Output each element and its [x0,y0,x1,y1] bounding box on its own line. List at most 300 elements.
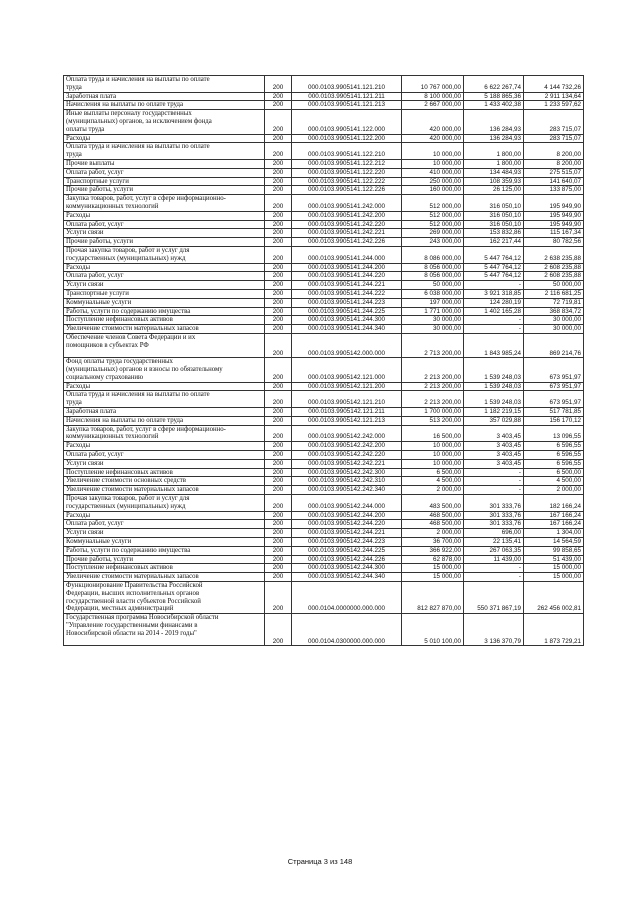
row-remainder-cell: 8 200,00 [524,143,584,160]
row-code-cell: 200 [265,298,292,307]
row-classifier-cell: 000.0103.9905142.244.221 [292,529,402,538]
row-name-cell: Закупка товаров, работ, услуг в сфере информационно- коммуникационных технологий [64,425,265,442]
row-classifier-cell: 000.0103.9905142.244.300 [292,564,402,573]
table-row [64,538,584,547]
row-remainder-cell: 368 834,72 [524,307,584,316]
row-executed-cell: 136 284,93 [464,134,524,143]
row-classifier-cell: 000.0103.9905142.244.340 [292,573,402,582]
row-plan-cell: 2 213 200,00 [402,391,464,408]
table-row [64,546,584,555]
row-remainder-cell: 51 439,00 [524,555,584,564]
row-classifier-cell: 000.0103.9905141.244.300 [292,316,402,325]
row-plan-cell: 512 000,00 [402,211,464,220]
row-code-cell: 200 [265,289,292,298]
row-remainder-cell: 869 214,76 [524,333,584,357]
row-remainder-cell: 133 875,00 [524,186,584,195]
table-row [64,220,584,229]
row-remainder-cell: 1 233 597,62 [524,101,584,110]
row-code-cell: 200 [265,246,292,263]
row-plan-cell: 30 000,00 [402,325,464,334]
row-plan-cell: 1 700 000,00 [402,408,464,417]
row-code-cell: 200 [265,110,292,134]
table-row [64,134,584,143]
row-code-cell: 200 [265,468,292,477]
row-remainder-cell: 8 200,00 [524,159,584,168]
row-plan-cell: 62 878,00 [402,555,464,564]
row-name-cell: Оплата работ, услуг [64,220,265,229]
row-code-cell: 200 [265,168,292,177]
row-name-cell: Оплата труда и начисления на выплаты по оплате труда [64,391,265,408]
row-executed-cell: 22 135,41 [464,538,524,547]
row-plan-cell: 8 056 000,00 [402,272,464,281]
row-classifier-cell: 000.0103.9905141.244.000 [292,246,402,263]
row-executed-cell: 3 136 370,79 [464,614,524,646]
row-remainder-cell: 2 911 134,64 [524,92,584,101]
row-remainder-cell: 2 638 235,88 [524,246,584,263]
row-plan-cell: 10 000,00 [402,442,464,451]
row-executed-cell: 1 800,00 [464,159,524,168]
row-code-cell: 200 [265,511,292,520]
table-row [64,143,584,160]
row-classifier-cell: 000.0103.9905142.244.220 [292,520,402,529]
row-classifier-cell: 000.0103.9905142.121.210 [292,391,402,408]
row-name-cell: Работы, услуги по содержанию имущества [64,546,265,555]
row-plan-cell: 2 000,00 [402,486,464,495]
row-executed-cell: 3 403,45 [464,459,524,468]
row-code-cell: 200 [265,195,292,212]
table-row [64,582,584,614]
table-row [64,289,584,298]
row-plan-cell: 243 000,00 [402,238,464,247]
row-executed-cell: 301 333,76 [464,495,524,512]
row-executed-cell: 1 843 985,24 [464,333,524,357]
row-plan-cell: 15 000,00 [402,564,464,573]
row-plan-cell: 410 000,00 [402,168,464,177]
row-code-cell: 200 [265,220,292,229]
row-classifier-cell: 000.0103.9905141.121.213 [292,101,402,110]
row-executed-cell: 6 622 267,74 [464,76,524,93]
row-classifier-cell: 000.0103.9905142.242.300 [292,468,402,477]
row-executed-cell: 1 402 165,28 [464,307,524,316]
row-executed-cell: 5 447 764,12 [464,263,524,272]
row-executed-cell: 124 280,19 [464,298,524,307]
row-classifier-cell: 000.0104.0300000.000.000 [292,614,402,646]
row-remainder-cell: 673 951,97 [524,358,584,382]
row-classifier-cell: 000.0103.9905142.121.211 [292,408,402,417]
row-plan-cell: 2 667 000,00 [402,101,464,110]
row-plan-cell: 2 213 200,00 [402,382,464,391]
table-row [64,477,584,486]
row-code-cell: 200 [265,477,292,486]
row-name-cell: Увеличение стоимости материальных запасов [64,573,265,582]
row-remainder-cell: 673 951,97 [524,391,584,408]
table-row [64,168,584,177]
row-remainder-cell: 72 719,81 [524,298,584,307]
row-classifier-cell: 000.0103.9905141.121.211 [292,92,402,101]
row-plan-cell: 812 827 870,00 [402,582,464,614]
row-name-cell: Оплата работ, услуг [64,272,265,281]
row-classifier-cell: 000.0103.9905141.244.225 [292,307,402,316]
table-row [64,92,584,101]
row-plan-cell: 30 000,00 [402,316,464,325]
row-code-cell: 200 [265,573,292,582]
table-row [64,307,584,316]
table-row [64,416,584,425]
row-plan-cell: 16 500,00 [402,425,464,442]
row-executed-cell: 267 063,35 [464,546,524,555]
row-executed-cell: 301 333,76 [464,520,524,529]
row-classifier-cell: 000.0103.9905141.242.220 [292,220,402,229]
row-code-cell: 200 [265,186,292,195]
table-row [64,529,584,538]
row-remainder-cell: 99 858,65 [524,546,584,555]
row-remainder-cell: 6 596,55 [524,442,584,451]
row-classifier-cell: 000.0103.9905142.244.200 [292,511,402,520]
row-executed-cell: 1 539 248,03 [464,382,524,391]
table-row [64,76,584,93]
row-remainder-cell: 30 000,00 [524,316,584,325]
row-remainder-cell: 15 000,00 [524,573,584,582]
row-executed-cell: 316 050,10 [464,211,524,220]
row-classifier-cell: 000.0103.9905141.122.222 [292,177,402,186]
row-classifier-cell: 000.0103.9905142.244.223 [292,538,402,547]
row-name-cell: Расходы [64,511,265,520]
row-plan-cell: 269 000,00 [402,229,464,238]
row-name-cell: Начисления на выплаты по оплате труда [64,101,265,110]
table-row [64,391,584,408]
row-name-cell: Работы, услуги по содержанию имущества [64,307,265,316]
page-footer: Страница 3 из 148 [287,857,353,866]
table-row [64,382,584,391]
row-name-cell: Поступление нефинансовых активов [64,316,265,325]
row-name-cell: Расходы [64,382,265,391]
row-classifier-cell: 000.0103.9905141.244.221 [292,281,402,290]
row-executed-cell: 1 800,00 [464,143,524,160]
row-remainder-cell: 275 515,07 [524,168,584,177]
table-row [64,110,584,134]
row-plan-cell: 2 713 200,00 [402,333,464,357]
table-row [64,238,584,247]
row-classifier-cell: 000.0103.9905142.121.200 [292,382,402,391]
row-remainder-cell: 156 170,12 [524,416,584,425]
row-name-cell: Услуги связи [64,229,265,238]
row-remainder-cell: 115 167,34 [524,229,584,238]
row-executed-cell: 108 359,93 [464,177,524,186]
table-row [64,520,584,529]
row-plan-cell: 420 000,00 [402,134,464,143]
row-executed-cell: 3 403,45 [464,451,524,460]
row-classifier-cell: 000.0103.9905142.121.000 [292,358,402,382]
row-code-cell: 200 [265,92,292,101]
table-row [64,195,584,212]
table-row [64,564,584,573]
row-remainder-cell: 673 951,97 [524,382,584,391]
row-plan-cell: 5 010 100,00 [402,614,464,646]
row-name-cell: Государственная программа Новосибирской области "Управление государственными финансами в Новосибирской области на 2014 - 2019 годы" [64,614,265,646]
row-name-cell: Функционирование Правительства Российской Федерации, высших исполнительных органов государственной власти субъектов Российской Федерации, местных администраций [64,582,265,614]
row-plan-cell: 4 500,00 [402,477,464,486]
row-name-cell: Расходы [64,442,265,451]
table-row [64,229,584,238]
row-plan-cell: 420 000,00 [402,110,464,134]
row-code-cell: 200 [265,520,292,529]
row-plan-cell: 197 000,00 [402,298,464,307]
row-name-cell: Начисления на выплаты по оплате труда [64,416,265,425]
row-code-cell: 200 [265,416,292,425]
table-row [64,358,584,382]
row-executed-cell: 26 125,00 [464,186,524,195]
row-classifier-cell: 000.0103.9905141.122.000 [292,110,402,134]
row-classifier-cell: 000.0103.9905142.242.221 [292,459,402,468]
row-remainder-cell: 30 000,00 [524,325,584,334]
row-code-cell: 200 [265,101,292,110]
row-code-cell: 200 [265,333,292,357]
row-classifier-cell: 000.0103.9905142.244.226 [292,555,402,564]
table-row [64,316,584,325]
row-classifier-cell: 000.0103.9905141.242.221 [292,229,402,238]
row-plan-cell: 468 500,00 [402,520,464,529]
row-name-cell: Прочие работы, услуги [64,186,265,195]
row-classifier-cell: 000.0103.9905142.242.200 [292,442,402,451]
row-code-cell: 200 [265,495,292,512]
row-classifier-cell: 000.0103.9905142.242.310 [292,477,402,486]
row-plan-cell: 250 000,00 [402,177,464,186]
row-remainder-cell: 80 782,56 [524,238,584,247]
row-code-cell: 200 [265,538,292,547]
row-code-cell: 200 [265,211,292,220]
row-plan-cell: 36 700,00 [402,538,464,547]
row-plan-cell: 10 000,00 [402,143,464,160]
row-code-cell: 200 [265,555,292,564]
row-plan-cell: 513 200,00 [402,416,464,425]
row-executed-cell: 136 284,93 [464,110,524,134]
row-code-cell: 200 [265,272,292,281]
row-classifier-cell: 000.0103.9905142.244.000 [292,495,402,512]
table-row [64,468,584,477]
row-remainder-cell: 13 096,55 [524,425,584,442]
row-name-cell: Прочие выплаты [64,159,265,168]
row-executed-cell: 357 029,88 [464,416,524,425]
table-row [64,408,584,417]
row-classifier-cell: 000.0103.9905142.121.213 [292,416,402,425]
row-classifier-cell: 000.0103.9905141.242.000 [292,195,402,212]
table-row [64,298,584,307]
row-executed-cell: 162 217,44 [464,238,524,247]
row-code-cell: 200 [265,159,292,168]
row-name-cell: Закупка товаров, работ, услуг в сфере информационно- коммуникационных технологий [64,195,265,212]
budget-table-body [64,76,584,646]
row-name-cell: Услуги связи [64,459,265,468]
row-executed-cell: - [464,486,524,495]
row-executed-cell: 3 403,45 [464,442,524,451]
row-executed-cell: 134 484,93 [464,168,524,177]
table-row [64,325,584,334]
row-classifier-cell: 000.0103.9905142.242.220 [292,451,402,460]
table-row [64,459,584,468]
row-executed-cell: 5 447 764,12 [464,246,524,263]
row-classifier-cell: 000.0103.9905141.244.340 [292,325,402,334]
row-executed-cell: 301 333,76 [464,511,524,520]
row-name-cell: Увеличение стоимости материальных запасов [64,325,265,334]
row-plan-cell: 512 000,00 [402,220,464,229]
row-name-cell: Коммунальные услуги [64,298,265,307]
row-classifier-cell: 000.0103.9905142.242.340 [292,486,402,495]
row-name-cell: Услуги связи [64,529,265,538]
row-plan-cell: 10 000,00 [402,451,464,460]
row-remainder-cell: 167 166,24 [524,511,584,520]
row-code-cell: 200 [265,529,292,538]
row-name-cell: Транспортные услуги [64,289,265,298]
row-code-cell: 200 [265,425,292,442]
row-executed-cell: 1 433 402,38 [464,101,524,110]
row-code-cell: 200 [265,486,292,495]
row-classifier-cell: 000.0103.9905141.122.226 [292,186,402,195]
row-code-cell: 200 [265,391,292,408]
row-name-cell: Оплата работ, услуг [64,168,265,177]
row-remainder-cell: 1 873 729,21 [524,614,584,646]
row-plan-cell: 512 000,00 [402,195,464,212]
row-remainder-cell: 167 166,24 [524,520,584,529]
row-remainder-cell: 195 949,90 [524,211,584,220]
table-row [64,333,584,357]
row-code-cell: 200 [265,546,292,555]
table-row [64,281,584,290]
table-row [64,511,584,520]
row-classifier-cell: 000.0103.9905141.242.226 [292,238,402,247]
row-executed-cell: 3 403,45 [464,425,524,442]
row-remainder-cell: 14 564,59 [524,538,584,547]
row-classifier-cell: 000.0103.9905141.244.220 [292,272,402,281]
row-remainder-cell: 195 949,90 [524,195,584,212]
row-code-cell: 200 [265,307,292,316]
table-row [64,614,584,646]
row-remainder-cell: 262 456 002,81 [524,582,584,614]
row-code-cell: 200 [265,451,292,460]
row-plan-cell: 2 213 200,00 [402,358,464,382]
budget-table [63,75,584,646]
table-row [64,495,584,512]
row-plan-cell: 6 500,00 [402,468,464,477]
table-row [64,573,584,582]
row-executed-cell: 3 921 318,85 [464,289,524,298]
row-plan-cell: 8 086 000,00 [402,246,464,263]
row-executed-cell: - [464,325,524,334]
row-name-cell: Оплата работ, услуг [64,451,265,460]
row-executed-cell: 316 050,10 [464,195,524,212]
row-name-cell: Оплата труда и начисления на выплаты по оплате труда [64,143,265,160]
table-row [64,101,584,110]
row-plan-cell: 366 922,00 [402,546,464,555]
row-remainder-cell: 283 715,07 [524,134,584,143]
row-remainder-cell: 2 608 235,88 [524,272,584,281]
table-row [64,159,584,168]
row-name-cell: Фонд оплаты труда государственных (муниципальных) органов и взносы по обязательному социальному страхованию [64,358,265,382]
row-executed-cell: - [464,564,524,573]
row-name-cell: Прочая закупка товаров, работ и услуг для государственных (муниципальных) нужд [64,246,265,263]
row-name-cell: Прочие работы, услуги [64,238,265,247]
table-row [64,186,584,195]
row-executed-cell: - [464,477,524,486]
row-name-cell: Прочие работы, услуги [64,555,265,564]
row-code-cell: 200 [265,143,292,160]
row-plan-cell: 10 000,00 [402,459,464,468]
row-code-cell: 200 [265,134,292,143]
row-code-cell: 200 [265,263,292,272]
row-code-cell: 200 [265,408,292,417]
row-code-cell: 200 [265,229,292,238]
row-executed-cell: 1 539 248,03 [464,391,524,408]
row-remainder-cell: 15 000,00 [524,564,584,573]
table-row [64,272,584,281]
row-executed-cell: 5 447 764,12 [464,272,524,281]
row-classifier-cell: 000.0103.9905141.242.200 [292,211,402,220]
row-remainder-cell: 2 608 235,88 [524,263,584,272]
row-classifier-cell: 000.0103.9905141.121.210 [292,76,402,93]
row-classifier-cell: 000.0103.9905141.122.210 [292,143,402,160]
row-executed-cell: 1 539 248,03 [464,358,524,382]
row-plan-cell: 10 000,00 [402,159,464,168]
row-name-cell: Расходы [64,134,265,143]
row-plan-cell: 483 500,00 [402,495,464,512]
row-executed-cell: 11 439,00 [464,555,524,564]
row-name-cell: Расходы [64,263,265,272]
row-code-cell: 200 [265,582,292,614]
row-code-cell: 200 [265,382,292,391]
row-name-cell: Заработная плата [64,92,265,101]
row-classifier-cell: 000.0104.0000000.000.000 [292,582,402,614]
row-classifier-cell: 000.0103.9905141.122.220 [292,168,402,177]
row-remainder-cell: 195 949,90 [524,220,584,229]
row-remainder-cell: 2 000,00 [524,486,584,495]
row-remainder-cell: 6 596,55 [524,451,584,460]
row-executed-cell: 550 371 867,19 [464,582,524,614]
row-plan-cell: 1 771 000,00 [402,307,464,316]
row-plan-cell: 8 100 000,00 [402,92,464,101]
row-remainder-cell: 141 640,07 [524,177,584,186]
row-name-cell: Увеличение стоимости основных средств [64,477,265,486]
row-executed-cell: 153 832,86 [464,229,524,238]
row-name-cell: Прочая закупка товаров, работ и услуг для государственных (муниципальных) нужд [64,495,265,512]
row-plan-cell: 15 000,00 [402,573,464,582]
row-name-cell: Поступление нефинансовых активов [64,564,265,573]
row-executed-cell: - [464,316,524,325]
row-code-cell: 200 [265,316,292,325]
row-name-cell: Оплата работ, услуг [64,520,265,529]
row-code-cell: 200 [265,459,292,468]
row-code-cell: 200 [265,614,292,646]
row-name-cell: Расходы [64,211,265,220]
row-plan-cell: 10 767 000,00 [402,76,464,93]
row-classifier-cell: 000.0103.9905141.244.223 [292,298,402,307]
row-remainder-cell: 182 166,24 [524,495,584,512]
row-remainder-cell: 6 500,00 [524,468,584,477]
row-name-cell: Оплата труда и начисления на выплаты по оплате труда [64,76,265,93]
row-code-cell: 200 [265,177,292,186]
table-row [64,486,584,495]
row-name-cell: Коммунальные услуги [64,538,265,547]
table-row [64,263,584,272]
row-classifier-cell: 000.0103.9905141.244.200 [292,263,402,272]
row-plan-cell: 6 038 000,00 [402,289,464,298]
row-remainder-cell: 2 116 681,25 [524,289,584,298]
row-executed-cell: - [464,468,524,477]
table-row [64,442,584,451]
row-executed-cell: - [464,281,524,290]
row-name-cell: Иные выплаты персоналу государственных (муниципальных) органов, за исключением фонда оплаты труда [64,110,265,134]
row-executed-cell: 316 050,10 [464,220,524,229]
row-code-cell: 200 [265,281,292,290]
row-plan-cell: 468 500,00 [402,511,464,520]
